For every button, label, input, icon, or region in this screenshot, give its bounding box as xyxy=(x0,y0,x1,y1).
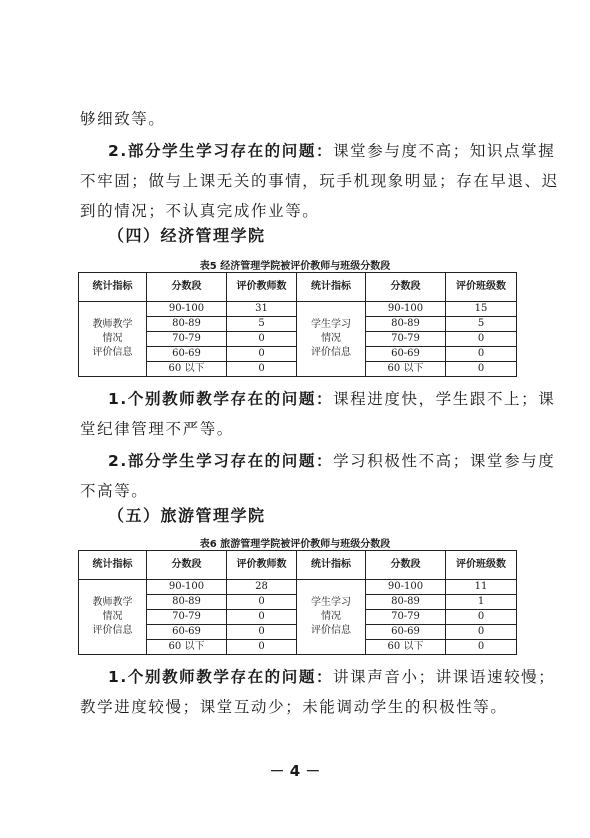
table-cell: 70-79 xyxy=(147,610,227,625)
table-cell: 90-100 xyxy=(366,580,446,595)
table-cell: 0 xyxy=(446,625,517,640)
header-cell: 分数段 xyxy=(147,551,227,580)
paragraph-student-issues-2-line1 xyxy=(108,446,556,476)
table6-caption: 表6 旅游管理学院被评价教师与班级分数段 xyxy=(199,539,391,550)
table-cell: 60 以下 xyxy=(366,362,446,377)
header-cell: 评价班级数 xyxy=(446,551,517,580)
header-cell: 统计指标 xyxy=(297,273,366,302)
paragraph-text: 讲课声音小；讲课语速较慢； xyxy=(333,668,556,686)
paragraph-teacher-issues-1-line1 xyxy=(108,384,556,414)
paragraph-label: 1.个别教师教学存在的问题： xyxy=(108,668,334,686)
header-cell: 评价教师数 xyxy=(227,551,297,580)
section-heading-tourism: （五）旅游管理学院 xyxy=(108,506,266,525)
page-number: － 4 － xyxy=(269,762,321,780)
table-cell: 60-69 xyxy=(147,625,227,640)
table-cell: 80-89 xyxy=(366,595,446,610)
table-cell: 0 xyxy=(446,362,517,377)
table-cell: 70-79 xyxy=(366,610,446,625)
header-cell: 分数段 xyxy=(366,273,446,302)
paragraph-text: 课程进度快，学生跟不上；课 xyxy=(333,390,556,408)
table-cell: 60 以下 xyxy=(147,362,227,377)
paragraph-teacher-issues-2-line2: 教学进度较慢；课堂互动少；未能调动学生的积极性等。 xyxy=(80,698,508,716)
table5 xyxy=(78,272,517,377)
table-cell: 60-69 xyxy=(147,347,227,362)
table-cell: 1 xyxy=(446,595,517,610)
table-cell: 90-100 xyxy=(366,302,446,317)
table-cell: 80-89 xyxy=(366,317,446,332)
table6 xyxy=(78,550,517,655)
table-cell: 0 xyxy=(446,610,517,625)
row-group-label: 教师教学 情况 评价信息 xyxy=(79,302,147,377)
table-cell: 60-69 xyxy=(366,347,446,362)
table-cell: 0 xyxy=(227,347,297,362)
row-group-label: 学生学习 情况 评价信息 xyxy=(297,580,366,655)
paragraph-label: 2.部分学生学习存在的问题： xyxy=(108,142,334,160)
table-cell: 5 xyxy=(446,317,517,332)
paragraph-student-issues-1-line1 xyxy=(108,136,556,166)
table-cell: 70-79 xyxy=(366,332,446,347)
table-cell: 15 xyxy=(446,302,517,317)
table-cell: 0 xyxy=(227,595,297,610)
table-cell: 31 xyxy=(227,302,297,317)
table-cell: 60-69 xyxy=(366,625,446,640)
table-header-row xyxy=(79,273,517,302)
header-cell: 统计指标 xyxy=(79,273,147,302)
paragraph-teacher-issues-1-line2: 堂纪律管理不严等。 xyxy=(80,420,234,438)
table-cell: 0 xyxy=(227,640,297,655)
table-cell: 5 xyxy=(227,317,297,332)
paragraph-label: 1.个别教师教学存在的问题： xyxy=(108,390,334,408)
table-cell: 60 以下 xyxy=(366,640,446,655)
paragraph-student-issues-2-line2: 不高等。 xyxy=(80,482,149,500)
table-cell: 80-89 xyxy=(147,595,227,610)
table-cell: 0 xyxy=(227,610,297,625)
header-cell: 分数段 xyxy=(366,551,446,580)
table-cell: 0 xyxy=(446,347,517,362)
paragraph-label: 2.部分学生学习存在的问题： xyxy=(108,452,334,470)
header-cell: 分数段 xyxy=(147,273,227,302)
header-cell: 评价班级数 xyxy=(446,273,517,302)
table-cell: 28 xyxy=(227,580,297,595)
paragraph-student-issues-1-line2: 不牢固；做与上课无关的事情，玩手机现象明显；存在早退、迟 xyxy=(80,172,559,190)
table-cell: 0 xyxy=(446,332,517,347)
table-cell: 80-89 xyxy=(147,317,227,332)
table-cell: 11 xyxy=(446,580,517,595)
section-heading-economics: （四）经济管理学院 xyxy=(108,226,266,245)
paragraph-text: 课堂参与度不高；知识点掌握 xyxy=(333,142,556,160)
header-cell: 评价教师数 xyxy=(227,273,297,302)
paragraph-teacher-issues-2-line1 xyxy=(108,662,556,692)
table-header-row xyxy=(79,551,517,580)
table-cell: 0 xyxy=(227,625,297,640)
table-cell: 0 xyxy=(227,362,297,377)
row-group-label: 教师教学 情况 评价信息 xyxy=(79,580,147,655)
table-row xyxy=(79,302,517,317)
header-cell: 统计指标 xyxy=(79,551,147,580)
row-group-label: 学生学习 情况 评价信息 xyxy=(297,302,366,377)
table-row xyxy=(79,580,517,595)
header-cell: 统计指标 xyxy=(297,551,366,580)
table-cell: 70-79 xyxy=(147,332,227,347)
paragraph-continuation: 够细致等。 xyxy=(80,110,166,128)
table-cell: 0 xyxy=(446,640,517,655)
table-cell: 90-100 xyxy=(147,302,227,317)
paragraph-student-issues-1-line3: 到的情况；不认真完成作业等。 xyxy=(80,202,320,220)
table5-caption: 表5 经济管理学院被评价教师与班级分数段 xyxy=(199,261,391,272)
table-cell: 60 以下 xyxy=(147,640,227,655)
table-cell: 90-100 xyxy=(147,580,227,595)
table-cell: 0 xyxy=(227,332,297,347)
paragraph-text: 学习积极性不高；课堂参与度 xyxy=(333,452,556,470)
